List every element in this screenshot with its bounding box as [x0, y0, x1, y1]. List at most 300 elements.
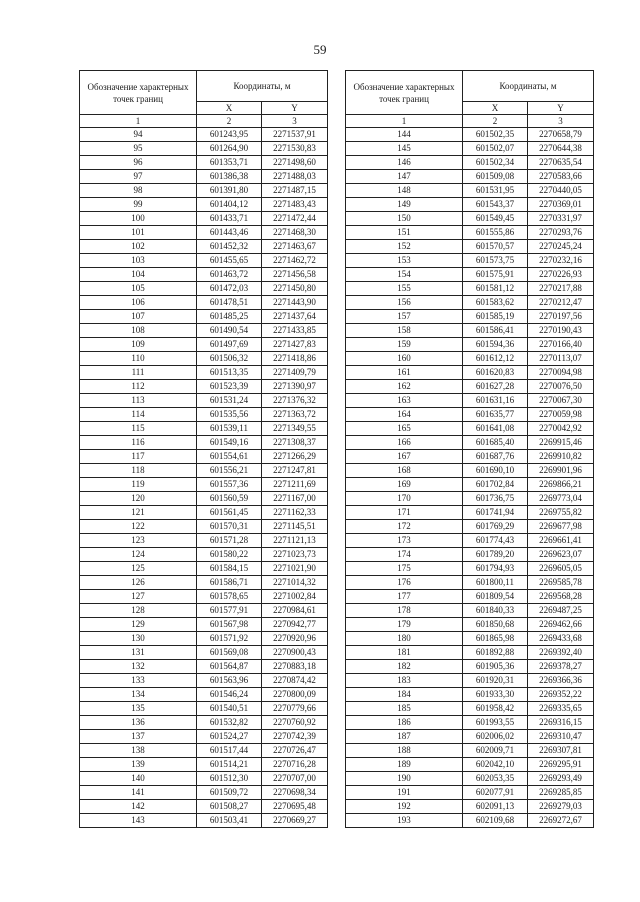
point-id-cell: 183 — [346, 674, 463, 688]
x-coordinate-cell: 601535,56 — [197, 408, 262, 422]
y-coordinate-cell: 2269352,22 — [528, 688, 594, 702]
point-id-cell: 156 — [346, 296, 463, 310]
table-row — [80, 254, 328, 268]
x-coordinate-cell: 601570,31 — [197, 520, 262, 534]
y-coordinate-cell: 2269335,65 — [528, 702, 594, 716]
point-id-cell: 117 — [80, 450, 197, 464]
table-row — [80, 492, 328, 506]
x-coordinate-cell: 601774,43 — [463, 534, 528, 548]
x-coordinate-cell: 601509,72 — [197, 786, 262, 800]
y-coordinate-cell: 2271488,03 — [262, 170, 328, 184]
y-coordinate-cell: 2271456,58 — [262, 268, 328, 282]
point-id-cell: 124 — [80, 548, 197, 562]
point-id-cell: 162 — [346, 380, 463, 394]
table-row — [80, 184, 328, 198]
point-id-cell: 137 — [80, 730, 197, 744]
point-id-cell: 123 — [80, 534, 197, 548]
table-row — [346, 184, 594, 198]
point-id-cell: 187 — [346, 730, 463, 744]
x-coordinate-cell: 601581,12 — [463, 282, 528, 296]
table-row — [346, 464, 594, 478]
table-row — [80, 128, 328, 142]
y-coordinate-cell: 2269279,03 — [528, 800, 594, 814]
point-id-cell: 97 — [80, 170, 197, 184]
table-row — [80, 674, 328, 688]
point-id-cell: 139 — [80, 758, 197, 772]
point-id-cell: 152 — [346, 240, 463, 254]
table-row — [346, 268, 594, 282]
x-coordinate-cell: 601736,75 — [463, 492, 528, 506]
table-row — [346, 366, 594, 380]
point-id-cell: 180 — [346, 632, 463, 646]
table-row — [346, 534, 594, 548]
table-row — [80, 618, 328, 632]
y-coordinate-cell: 2270942,77 — [262, 618, 328, 632]
table-row — [346, 156, 594, 170]
table-row — [346, 170, 594, 184]
x-coordinate-cell: 601958,42 — [463, 702, 528, 716]
point-id-cell: 173 — [346, 534, 463, 548]
x-coordinate-cell: 601585,19 — [463, 310, 528, 324]
x-coordinate-cell: 601933,30 — [463, 688, 528, 702]
table-row — [346, 436, 594, 450]
x-coordinate-cell: 601353,71 — [197, 156, 262, 170]
y-coordinate-cell: 2269677,98 — [528, 520, 594, 534]
x-coordinate-cell: 601594,36 — [463, 338, 528, 352]
point-id-cell: 175 — [346, 562, 463, 576]
y-coordinate-cell: 2271376,32 — [262, 394, 328, 408]
point-id-cell: 188 — [346, 744, 463, 758]
table-row — [80, 380, 328, 394]
x-coordinate-cell: 601584,15 — [197, 562, 262, 576]
y-coordinate-cell: 2269773,04 — [528, 492, 594, 506]
x-coordinate-cell: 601702,84 — [463, 478, 528, 492]
table-row — [346, 576, 594, 590]
point-id-cell: 159 — [346, 338, 463, 352]
table-row — [346, 198, 594, 212]
x-coordinate-cell: 601631,16 — [463, 394, 528, 408]
point-id-cell: 166 — [346, 436, 463, 450]
y-coordinate-cell: 2270583,66 — [528, 170, 594, 184]
y-coordinate-cell: 2270698,34 — [262, 786, 328, 800]
point-id-cell: 182 — [346, 660, 463, 674]
column-number: 2 — [197, 115, 262, 128]
point-id-cell: 158 — [346, 324, 463, 338]
y-coordinate-cell: 2270760,92 — [262, 716, 328, 730]
y-coordinate-cell: 2271308,37 — [262, 436, 328, 450]
y-coordinate-cell: 2270042,92 — [528, 422, 594, 436]
point-id-cell: 150 — [346, 212, 463, 226]
table-row — [346, 310, 594, 324]
point-id-cell: 122 — [80, 520, 197, 534]
point-id-cell: 146 — [346, 156, 463, 170]
point-id-cell: 112 — [80, 380, 197, 394]
table-row — [80, 464, 328, 478]
y-coordinate-cell: 2271121,13 — [262, 534, 328, 548]
x-coordinate-cell: 601564,87 — [197, 660, 262, 674]
x-coordinate-cell: 601391,80 — [197, 184, 262, 198]
y-coordinate-cell: 2271162,33 — [262, 506, 328, 520]
x-coordinate-cell: 601578,65 — [197, 590, 262, 604]
table-row — [80, 282, 328, 296]
y-coordinate-cell: 2271002,84 — [262, 590, 328, 604]
y-coordinate-cell: 2270669,27 — [262, 814, 328, 828]
y-coordinate-cell: 2270331,97 — [528, 212, 594, 226]
point-id-cell: 108 — [80, 324, 197, 338]
x-coordinate-cell: 601506,32 — [197, 352, 262, 366]
designation-header: Обозначение характерных точек границ — [346, 71, 463, 115]
y-coordinate-cell: 2271450,80 — [262, 282, 328, 296]
table-row — [80, 352, 328, 366]
y-coordinate-cell: 2269285,85 — [528, 786, 594, 800]
table-row — [80, 394, 328, 408]
table-row — [80, 786, 328, 800]
x-coordinate-cell: 601560,59 — [197, 492, 262, 506]
point-id-cell: 99 — [80, 198, 197, 212]
point-id-cell: 118 — [80, 464, 197, 478]
x-coordinate-cell: 601549,45 — [463, 212, 528, 226]
point-id-cell: 106 — [80, 296, 197, 310]
y-coordinate-cell: 2270742,39 — [262, 730, 328, 744]
table-row — [80, 590, 328, 604]
point-id-cell: 171 — [346, 506, 463, 520]
table-row — [346, 562, 594, 576]
x-coordinate-cell: 601586,71 — [197, 576, 262, 590]
point-id-cell: 100 — [80, 212, 197, 226]
x-coordinate-cell: 601627,28 — [463, 380, 528, 394]
y-coordinate-cell: 2270293,76 — [528, 226, 594, 240]
table-row — [346, 730, 594, 744]
table-row — [346, 128, 594, 142]
table-row — [80, 632, 328, 646]
point-id-cell: 169 — [346, 478, 463, 492]
y-coordinate-cell: 2269661,41 — [528, 534, 594, 548]
y-coordinate-cell: 2271472,44 — [262, 212, 328, 226]
y-coordinate-cell: 2271349,55 — [262, 422, 328, 436]
coordinates-header: Координаты, м — [197, 71, 328, 102]
point-id-cell: 178 — [346, 604, 463, 618]
point-id-cell: 95 — [80, 142, 197, 156]
table-row — [80, 660, 328, 674]
point-id-cell: 94 — [80, 128, 197, 142]
x-coordinate-cell: 601546,24 — [197, 688, 262, 702]
x-coordinate-cell: 601563,96 — [197, 674, 262, 688]
table-row — [346, 506, 594, 520]
y-coordinate-cell: 2269310,47 — [528, 730, 594, 744]
y-coordinate-cell: 2271437,64 — [262, 310, 328, 324]
point-id-cell: 170 — [346, 492, 463, 506]
table-row — [80, 198, 328, 212]
point-id-cell: 160 — [346, 352, 463, 366]
table-row — [346, 422, 594, 436]
x-coordinate-cell: 601517,44 — [197, 744, 262, 758]
x-coordinate-cell: 601690,10 — [463, 464, 528, 478]
table-row — [346, 800, 594, 814]
x-coordinate-cell: 601905,36 — [463, 660, 528, 674]
x-header: X — [463, 102, 528, 115]
y-coordinate-cell: 2271463,67 — [262, 240, 328, 254]
y-coordinate-cell: 2270094,98 — [528, 366, 594, 380]
table-row — [346, 352, 594, 366]
point-id-cell: 157 — [346, 310, 463, 324]
y-coordinate-cell: 2270716,28 — [262, 758, 328, 772]
table-row — [80, 296, 328, 310]
table-row — [80, 478, 328, 492]
x-coordinate-cell: 601532,82 — [197, 716, 262, 730]
table-row — [346, 478, 594, 492]
x-coordinate-cell: 601497,69 — [197, 338, 262, 352]
y-coordinate-cell: 2271537,91 — [262, 128, 328, 142]
y-coordinate-cell: 2270707,00 — [262, 772, 328, 786]
table-row — [80, 240, 328, 254]
y-coordinate-cell: 2269910,82 — [528, 450, 594, 464]
table-row — [80, 338, 328, 352]
table-row — [80, 646, 328, 660]
point-id-cell: 129 — [80, 618, 197, 632]
coordinates-table-left — [79, 70, 328, 828]
table-row — [80, 156, 328, 170]
table-row — [346, 646, 594, 660]
x-coordinate-cell: 601531,95 — [463, 184, 528, 198]
table-row — [346, 744, 594, 758]
y-coordinate-cell: 2269605,05 — [528, 562, 594, 576]
point-id-cell: 145 — [346, 142, 463, 156]
y-coordinate-cell: 2271023,73 — [262, 548, 328, 562]
table-row — [346, 380, 594, 394]
column-number: 1 — [346, 115, 463, 128]
x-coordinate-cell: 601404,12 — [197, 198, 262, 212]
table-row — [346, 758, 594, 772]
point-id-cell: 148 — [346, 184, 463, 198]
y-coordinate-cell: 2269272,67 — [528, 814, 594, 828]
table-row — [346, 660, 594, 674]
x-coordinate-cell: 601635,77 — [463, 408, 528, 422]
x-coordinate-cell: 601586,41 — [463, 324, 528, 338]
x-coordinate-cell: 601523,39 — [197, 380, 262, 394]
y-coordinate-cell: 2270369,01 — [528, 198, 594, 212]
x-coordinate-cell: 601583,62 — [463, 296, 528, 310]
x-coordinate-cell: 601920,31 — [463, 674, 528, 688]
x-coordinate-cell: 601554,61 — [197, 450, 262, 464]
x-coordinate-cell: 601485,25 — [197, 310, 262, 324]
y-coordinate-cell: 2270900,43 — [262, 646, 328, 660]
point-id-cell: 185 — [346, 702, 463, 716]
x-coordinate-cell: 601463,72 — [197, 268, 262, 282]
table-row — [346, 632, 594, 646]
point-id-cell: 120 — [80, 492, 197, 506]
table-row — [346, 254, 594, 268]
table-row — [80, 688, 328, 702]
x-coordinate-cell: 601512,30 — [197, 772, 262, 786]
x-coordinate-cell: 601503,41 — [197, 814, 262, 828]
x-coordinate-cell: 601561,45 — [197, 506, 262, 520]
y-coordinate-cell: 2270695,48 — [262, 800, 328, 814]
table-row — [346, 492, 594, 506]
y-coordinate-cell: 2271021,90 — [262, 562, 328, 576]
point-id-cell: 111 — [80, 366, 197, 380]
x-coordinate-cell: 601569,08 — [197, 646, 262, 660]
y-coordinate-cell: 2270232,16 — [528, 254, 594, 268]
point-id-cell: 121 — [80, 506, 197, 520]
x-coordinate-cell: 601620,83 — [463, 366, 528, 380]
x-coordinate-cell: 602042,10 — [463, 758, 528, 772]
y-coordinate-cell: 2270658,79 — [528, 128, 594, 142]
x-coordinate-cell: 601800,11 — [463, 576, 528, 590]
point-id-cell: 164 — [346, 408, 463, 422]
y-header: Y — [528, 102, 594, 115]
table-row — [80, 142, 328, 156]
x-coordinate-cell: 601993,55 — [463, 716, 528, 730]
y-coordinate-cell: 2271390,97 — [262, 380, 328, 394]
y-coordinate-cell: 2271483,43 — [262, 198, 328, 212]
x-coordinate-cell: 601264,90 — [197, 142, 262, 156]
point-id-cell: 163 — [346, 394, 463, 408]
x-coordinate-cell: 601543,37 — [463, 198, 528, 212]
x-coordinate-cell: 601769,29 — [463, 520, 528, 534]
table-row — [80, 310, 328, 324]
table-row — [80, 170, 328, 184]
column-number: 2 — [463, 115, 528, 128]
table-row — [80, 604, 328, 618]
x-coordinate-cell: 601513,35 — [197, 366, 262, 380]
point-id-cell: 168 — [346, 464, 463, 478]
point-id-cell: 119 — [80, 478, 197, 492]
point-id-cell: 186 — [346, 716, 463, 730]
y-coordinate-cell: 2269366,36 — [528, 674, 594, 688]
y-coordinate-cell: 2270644,38 — [528, 142, 594, 156]
point-id-cell: 191 — [346, 786, 463, 800]
y-coordinate-cell: 2269433,68 — [528, 632, 594, 646]
point-id-cell: 189 — [346, 758, 463, 772]
point-id-cell: 138 — [80, 744, 197, 758]
table-row — [346, 604, 594, 618]
y-coordinate-cell: 2269915,46 — [528, 436, 594, 450]
x-coordinate-cell: 602091,13 — [463, 800, 528, 814]
point-id-cell: 153 — [346, 254, 463, 268]
y-coordinate-cell: 2270920,96 — [262, 632, 328, 646]
x-coordinate-cell: 601514,21 — [197, 758, 262, 772]
x-coordinate-cell: 602077,91 — [463, 786, 528, 800]
point-id-cell: 184 — [346, 688, 463, 702]
x-header: X — [197, 102, 262, 115]
y-coordinate-cell: 2270245,24 — [528, 240, 594, 254]
table-row — [80, 408, 328, 422]
x-coordinate-cell: 601443,46 — [197, 226, 262, 240]
y-coordinate-cell: 2270212,47 — [528, 296, 594, 310]
table-row — [346, 282, 594, 296]
x-coordinate-cell: 601809,54 — [463, 590, 528, 604]
table-row — [80, 744, 328, 758]
page-number: 59 — [313, 42, 327, 57]
column-number: 3 — [528, 115, 594, 128]
table-row — [80, 562, 328, 576]
x-coordinate-cell: 601478,51 — [197, 296, 262, 310]
y-coordinate-cell: 2271530,83 — [262, 142, 328, 156]
x-coordinate-cell: 601850,68 — [463, 618, 528, 632]
table-row — [80, 730, 328, 744]
x-coordinate-cell: 601555,86 — [463, 226, 528, 240]
x-coordinate-cell: 601580,22 — [197, 548, 262, 562]
point-id-cell: 192 — [346, 800, 463, 814]
point-id-cell: 102 — [80, 240, 197, 254]
point-id-cell: 143 — [80, 814, 197, 828]
y-coordinate-cell: 2270883,18 — [262, 660, 328, 674]
table-row — [80, 436, 328, 450]
table-row — [346, 772, 594, 786]
x-coordinate-cell: 601612,12 — [463, 352, 528, 366]
y-coordinate-cell: 2270217,88 — [528, 282, 594, 296]
point-id-cell: 131 — [80, 646, 197, 660]
x-coordinate-cell: 602109,68 — [463, 814, 528, 828]
table-row — [346, 520, 594, 534]
table-row — [346, 618, 594, 632]
x-coordinate-cell: 601502,07 — [463, 142, 528, 156]
y-coordinate-cell: 2271468,30 — [262, 226, 328, 240]
point-id-cell: 176 — [346, 576, 463, 590]
point-id-cell: 128 — [80, 604, 197, 618]
x-coordinate-cell: 601685,40 — [463, 436, 528, 450]
x-coordinate-cell: 601386,38 — [197, 170, 262, 184]
point-id-cell: 107 — [80, 310, 197, 324]
point-id-cell: 103 — [80, 254, 197, 268]
x-coordinate-cell: 601452,32 — [197, 240, 262, 254]
x-coordinate-cell: 601571,92 — [197, 632, 262, 646]
table-row — [346, 716, 594, 730]
point-id-cell: 115 — [80, 422, 197, 436]
y-coordinate-cell: 2270113,07 — [528, 352, 594, 366]
point-id-cell: 113 — [80, 394, 197, 408]
y-coordinate-cell: 2271014,32 — [262, 576, 328, 590]
point-id-cell: 104 — [80, 268, 197, 282]
point-id-cell: 147 — [346, 170, 463, 184]
table-row — [80, 422, 328, 436]
point-id-cell: 154 — [346, 268, 463, 282]
point-id-cell: 136 — [80, 716, 197, 730]
point-id-cell: 155 — [346, 282, 463, 296]
y-coordinate-cell: 2269316,15 — [528, 716, 594, 730]
x-coordinate-cell: 602006,02 — [463, 730, 528, 744]
point-id-cell: 149 — [346, 198, 463, 212]
table-row — [80, 800, 328, 814]
y-coordinate-cell: 2271409,79 — [262, 366, 328, 380]
point-id-cell: 179 — [346, 618, 463, 632]
table-row — [80, 212, 328, 226]
y-coordinate-cell: 2270059,98 — [528, 408, 594, 422]
column-number: 1 — [80, 115, 197, 128]
point-id-cell: 151 — [346, 226, 463, 240]
y-coordinate-cell: 2271145,51 — [262, 520, 328, 534]
x-coordinate-cell: 601892,88 — [463, 646, 528, 660]
y-coordinate-cell: 2270226,93 — [528, 268, 594, 282]
table-row — [346, 590, 594, 604]
x-coordinate-cell: 601455,65 — [197, 254, 262, 268]
point-id-cell: 140 — [80, 772, 197, 786]
table-row — [80, 814, 328, 828]
table-row — [80, 520, 328, 534]
x-coordinate-cell: 601243,95 — [197, 128, 262, 142]
table-body — [80, 128, 328, 828]
point-id-cell: 132 — [80, 660, 197, 674]
x-coordinate-cell: 602053,35 — [463, 772, 528, 786]
y-coordinate-cell: 2270726,47 — [262, 744, 328, 758]
point-id-cell: 125 — [80, 562, 197, 576]
y-coordinate-cell: 2269307,81 — [528, 744, 594, 758]
x-coordinate-cell: 601840,33 — [463, 604, 528, 618]
point-id-cell: 109 — [80, 338, 197, 352]
column-number: 3 — [262, 115, 328, 128]
x-coordinate-cell: 602009,71 — [463, 744, 528, 758]
table-row — [346, 408, 594, 422]
